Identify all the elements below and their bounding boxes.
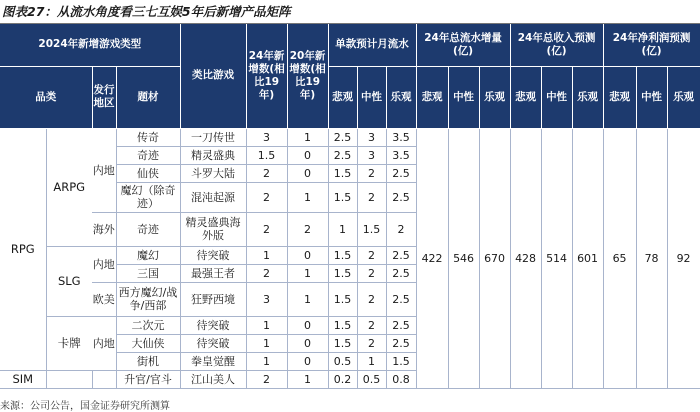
flow-neutral-cell: 2 <box>357 164 386 182</box>
revenue-optimistic: 601 <box>572 128 603 388</box>
theme-cell: 西方魔幻/战争/西部 <box>116 282 180 316</box>
theme-cell: 魔幻 <box>116 246 180 264</box>
profit-optimistic: 92 <box>667 128 700 388</box>
flow-optimistic-cell: 2.5 <box>386 182 416 212</box>
header-comparable: 类比游戏 <box>180 24 246 128</box>
new-2024-cell: 1 <box>246 246 287 264</box>
new-2024-cell: 1 <box>246 334 287 352</box>
flow-optimistic-cell: 2.5 <box>386 282 416 316</box>
comparable-cell: 拳皇觉醒 <box>180 352 246 370</box>
flow-optimistic-cell: 1.5 <box>386 352 416 370</box>
header-profit-neutral: 中性 <box>636 66 667 128</box>
flow-pessimistic-cell: 0.2 <box>328 370 357 388</box>
flow-optimistic-cell: 2.5 <box>386 246 416 264</box>
theme-cell: 仙侠 <box>116 164 180 182</box>
theme-cell: 升官/官斗 <box>116 370 180 388</box>
flow-pessimistic-cell: 1.5 <box>328 316 357 334</box>
flow-optimistic-cell: 2.5 <box>386 316 416 334</box>
theme-cell: 三国 <box>116 264 180 282</box>
header-region: 发行地区 <box>92 66 116 128</box>
new-2020-cell: 2 <box>287 212 328 246</box>
flow-optimistic-cell: 2.5 <box>386 164 416 182</box>
figure-title: 图表27：从流水角度看三七互娱5年后新增产品矩阵 <box>2 4 291 19</box>
new-2024-cell: 1 <box>246 316 287 334</box>
comparable-cell: 狂野西境 <box>180 282 246 316</box>
new-2020-cell: 0 <box>287 164 328 182</box>
region-overseas: 海外 <box>92 212 116 246</box>
new-2024-cell: 1 <box>246 352 287 370</box>
flow-neutral-cell: 3 <box>357 146 386 164</box>
header-theme: 题材 <box>116 66 180 128</box>
region-europe-us: 欧美 <box>92 282 116 316</box>
theme-cell: 奇迹 <box>116 146 180 164</box>
flow-pessimistic-cell: 1.5 <box>328 182 357 212</box>
flow-pessimistic-cell: 2.5 <box>328 128 357 146</box>
header-flow-pessimistic: 悲观 <box>328 66 357 128</box>
total-flow-optimistic: 670 <box>479 128 510 388</box>
new-2020-cell: 0 <box>287 334 328 352</box>
header-total-pessimistic: 悲观 <box>416 66 448 128</box>
revenue-neutral: 514 <box>541 128 572 388</box>
flow-pessimistic-cell: 1.5 <box>328 164 357 182</box>
new-2024-cell: 3 <box>246 128 287 146</box>
header-revenue-neutral: 中性 <box>541 66 572 128</box>
flow-pessimistic-cell: 1.5 <box>328 264 357 282</box>
flow-neutral-cell: 0.5 <box>357 370 386 388</box>
flow-pessimistic-cell: 1.5 <box>328 282 357 316</box>
subcategory-empty <box>46 370 92 388</box>
new-2020-cell: 0 <box>287 146 328 164</box>
flow-neutral-cell: 2 <box>357 182 386 212</box>
comparable-cell: 待突破 <box>180 316 246 334</box>
comparable-cell: 精灵盛典 <box>180 146 246 164</box>
subcategory-arpg: ARPG <box>46 128 92 246</box>
flow-neutral-cell: 3 <box>357 128 386 146</box>
comparable-cell: 待突破 <box>180 334 246 352</box>
comparable-cell: 精灵盛典海外版 <box>180 212 246 246</box>
header-total-neutral: 中性 <box>448 66 479 128</box>
new-2020-cell: 1 <box>287 264 328 282</box>
header-profit-optimistic: 乐观 <box>667 66 700 128</box>
region-mainland: 内地 <box>92 128 116 212</box>
comparable-cell: 斗罗大陆 <box>180 164 246 182</box>
flow-pessimistic-cell: 1.5 <box>328 246 357 264</box>
flow-neutral-cell: 2 <box>357 246 386 264</box>
new-2020-cell: 0 <box>287 352 328 370</box>
header-total-optimistic: 乐观 <box>479 66 510 128</box>
new-2020-cell: 1 <box>287 370 328 388</box>
new-2024-cell: 2 <box>246 370 287 388</box>
theme-cell: 传奇 <box>116 128 180 146</box>
flow-optimistic-cell: 3.5 <box>386 128 416 146</box>
new-2024-cell: 2 <box>246 164 287 182</box>
theme-cell: 奇迹 <box>116 212 180 246</box>
header-revenue-pessimistic: 悲观 <box>510 66 541 128</box>
theme-cell: 二次元 <box>116 316 180 334</box>
header-total-flow-24: 24年总流水增量(亿) <box>416 24 510 66</box>
flow-pessimistic-cell: 1 <box>328 212 357 246</box>
flow-pessimistic-cell: 1.5 <box>328 334 357 352</box>
category-rpg: RPG <box>0 128 46 370</box>
flow-optimistic-cell: 2 <box>386 212 416 246</box>
flow-pessimistic-cell: 2.5 <box>328 146 357 164</box>
header-row-2 <box>0 66 700 128</box>
header-revenue-optimistic: 乐观 <box>572 66 603 128</box>
flow-pessimistic-cell: 0.5 <box>328 352 357 370</box>
theme-cell: 大仙侠 <box>116 334 180 352</box>
header-new-game-type: 2024年新增游戏类型 <box>0 24 180 66</box>
revenue-pessimistic: 428 <box>510 128 541 388</box>
profit-pessimistic: 65 <box>603 128 636 388</box>
subcategory-card: 卡牌 <box>46 316 92 370</box>
new-2024-cell: 2 <box>246 182 287 212</box>
table-row <box>0 128 700 146</box>
new-2020-cell: 1 <box>287 282 328 316</box>
flow-neutral-cell: 2 <box>357 316 386 334</box>
header-new-2020: 20年新增数(相比19年) <box>287 24 328 128</box>
comparable-cell: 一刀传世 <box>180 128 246 146</box>
flow-optimistic-cell: 3.5 <box>386 146 416 164</box>
category-sim: SIM <box>0 370 46 388</box>
theme-cell: 魔幻（除奇迹） <box>116 182 180 212</box>
profit-neutral: 78 <box>636 128 667 388</box>
comparable-cell: 江山美人 <box>180 370 246 388</box>
total-flow-neutral: 546 <box>448 128 479 388</box>
flow-neutral-cell: 2 <box>357 282 386 316</box>
theme-cell: 街机 <box>116 352 180 370</box>
comparable-cell: 混沌起源 <box>180 182 246 212</box>
comparable-cell: 待突破 <box>180 246 246 264</box>
new-2024-cell: 2 <box>246 264 287 282</box>
flow-neutral-cell: 1.5 <box>357 212 386 246</box>
header-profit-pessimistic: 悲观 <box>603 66 636 128</box>
flow-optimistic-cell: 2.5 <box>386 334 416 352</box>
new-2020-cell: 1 <box>287 128 328 146</box>
comparable-cell: 最强王者 <box>180 264 246 282</box>
header-revenue-24: 24年总收入预测(亿) <box>510 24 603 66</box>
new-2024-cell: 1.5 <box>246 146 287 164</box>
region-mainland: 内地 <box>92 246 116 282</box>
flow-neutral-cell: 2 <box>357 264 386 282</box>
header-monthly-flow: 单款预计月流水 <box>328 24 416 66</box>
new-2020-cell: 0 <box>287 246 328 264</box>
header-row-1 <box>0 24 700 66</box>
flow-neutral-cell: 2 <box>357 334 386 352</box>
flow-optimistic-cell: 2.5 <box>386 264 416 282</box>
region-mainland: 内地 <box>92 316 116 370</box>
header-new-2024: 24年新增数(相比19年) <box>246 24 287 128</box>
new-2024-cell: 3 <box>246 282 287 316</box>
flow-neutral-cell: 1 <box>357 352 386 370</box>
new-2024-cell: 2 <box>246 212 287 246</box>
subcategory-slg: SLG <box>46 246 92 316</box>
source-note: 来源：公司公告，国金证券研究所测算 <box>0 401 170 412</box>
new-2020-cell: 0 <box>287 316 328 334</box>
product-matrix-table <box>0 24 700 389</box>
total-flow-pessimistic: 422 <box>416 128 448 388</box>
header-profit-24: 24年净利润预测(亿) <box>603 24 700 66</box>
header-category: 品类 <box>0 66 92 128</box>
region-empty <box>92 370 116 388</box>
new-2020-cell: 1 <box>287 182 328 212</box>
header-flow-neutral: 中性 <box>357 66 386 128</box>
header-flow-optimistic: 乐观 <box>386 66 416 128</box>
flow-optimistic-cell: 0.8 <box>386 370 416 388</box>
